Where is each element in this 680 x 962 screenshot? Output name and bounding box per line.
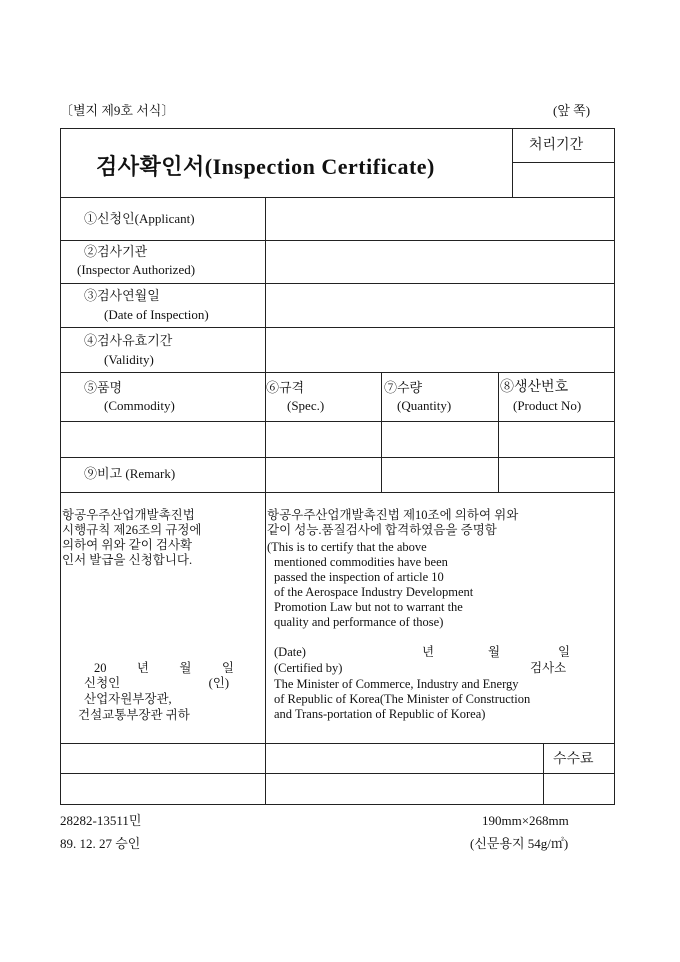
- month-unit: 월: [179, 661, 192, 675]
- inspection-office-label: 검사소: [530, 661, 567, 675]
- page-side-label: (앞 쪽): [553, 103, 591, 118]
- certified-by-label: (Certified by): [274, 661, 343, 675]
- quantity-label: ⑦수량: [384, 380, 423, 395]
- statement-line: 같이 성능.품질검사에 합격하였음을 증명함: [267, 523, 497, 537]
- addressee-1: 산업자원부장관,: [84, 692, 172, 706]
- day-unit: 일: [221, 661, 234, 675]
- applicant-sign-label: 신청인: [84, 676, 121, 690]
- statement-line: of the Aerospace Industry Development: [274, 585, 474, 599]
- commodity-label: ⑤품명: [84, 380, 123, 395]
- day-unit: 일: [558, 645, 571, 659]
- remark-label: ⑨비고 (Remark): [84, 466, 176, 481]
- statement-line: (This is to certify that the above: [267, 540, 427, 554]
- minister-statement: [274, 677, 614, 722]
- paper-type: (신문용지 54g/㎡): [470, 836, 569, 851]
- document-title: 검사확인서(Inspection Certificate): [96, 154, 435, 179]
- minister-line: and Trans-portation of Republic of Korea): [274, 707, 486, 721]
- spec-label-en: (Spec.): [287, 398, 325, 413]
- inspector-label-en: (Inspector Authorized): [77, 262, 196, 277]
- year-value: 20: [94, 661, 107, 675]
- statement-line: mentioned commodities have been: [274, 555, 448, 569]
- form-code: 28282-13511민: [60, 813, 142, 828]
- addressee-2: 건설교통부장관 귀하: [78, 708, 190, 722]
- inspection-date-label-en: (Date of Inspection): [104, 307, 209, 322]
- product-no-label-en: (Product No): [513, 398, 582, 413]
- date-label: (Date): [274, 645, 306, 659]
- inspection-date-label: ③검사연월일: [84, 288, 160, 303]
- request-date: [94, 661, 234, 676]
- certification-date: [274, 645, 600, 660]
- month-unit: 월: [488, 645, 501, 659]
- commodity-label-en: (Commodity): [104, 398, 175, 413]
- request-line: 항공우주산업개발촉진법: [62, 508, 195, 522]
- seal-mark: (인): [208, 676, 229, 690]
- certified-by-line: [274, 661, 600, 676]
- year-unit: 년: [422, 645, 435, 659]
- request-statement: [62, 508, 202, 568]
- statement-line: passed the inspection of article 10: [274, 570, 444, 584]
- request-line: 인서 발급을 신청합니다.: [62, 553, 193, 567]
- spec-label: ⑥규격: [266, 380, 305, 395]
- statement-line: quality and performance of those): [274, 615, 444, 629]
- validity-label-en: (Validity): [104, 352, 154, 367]
- certification-statement-en: [267, 540, 473, 630]
- year-unit: 년: [136, 661, 149, 675]
- approval-date: 89. 12. 27 승인: [60, 836, 141, 851]
- paper-size: 190mm×268mm: [482, 813, 569, 828]
- statement-line: Promotion Law but not to warrant the: [274, 600, 463, 614]
- form-number: 〔별지 제9호 서식〕: [60, 103, 175, 118]
- applicant-label: ①신청인(Applicant): [84, 211, 195, 226]
- certification-statement-ko: [267, 508, 518, 538]
- applicant-sign-line: [84, 676, 229, 691]
- minister-line: of Republic of Korea(The Minister of Construction: [274, 692, 531, 706]
- quantity-label-en: (Quantity): [397, 398, 452, 413]
- validity-label: ④검사유효기간: [84, 333, 173, 348]
- request-line: 의하여 위와 같이 검사확: [62, 538, 193, 552]
- fee-label: 수수료: [553, 752, 594, 767]
- processing-period-label: 처리기간: [529, 138, 584, 153]
- request-line: 시행규칙 제26조의 규정에: [62, 523, 202, 537]
- product-no-label: ⑧생산번호: [500, 380, 569, 395]
- minister-line: The Minister of Commerce, Industry and Energy: [274, 677, 519, 691]
- statement-line: 항공우주산업개발촉진법 제10조에 의하여 위와: [267, 508, 519, 522]
- inspector-label: ②검사기관: [84, 244, 148, 259]
